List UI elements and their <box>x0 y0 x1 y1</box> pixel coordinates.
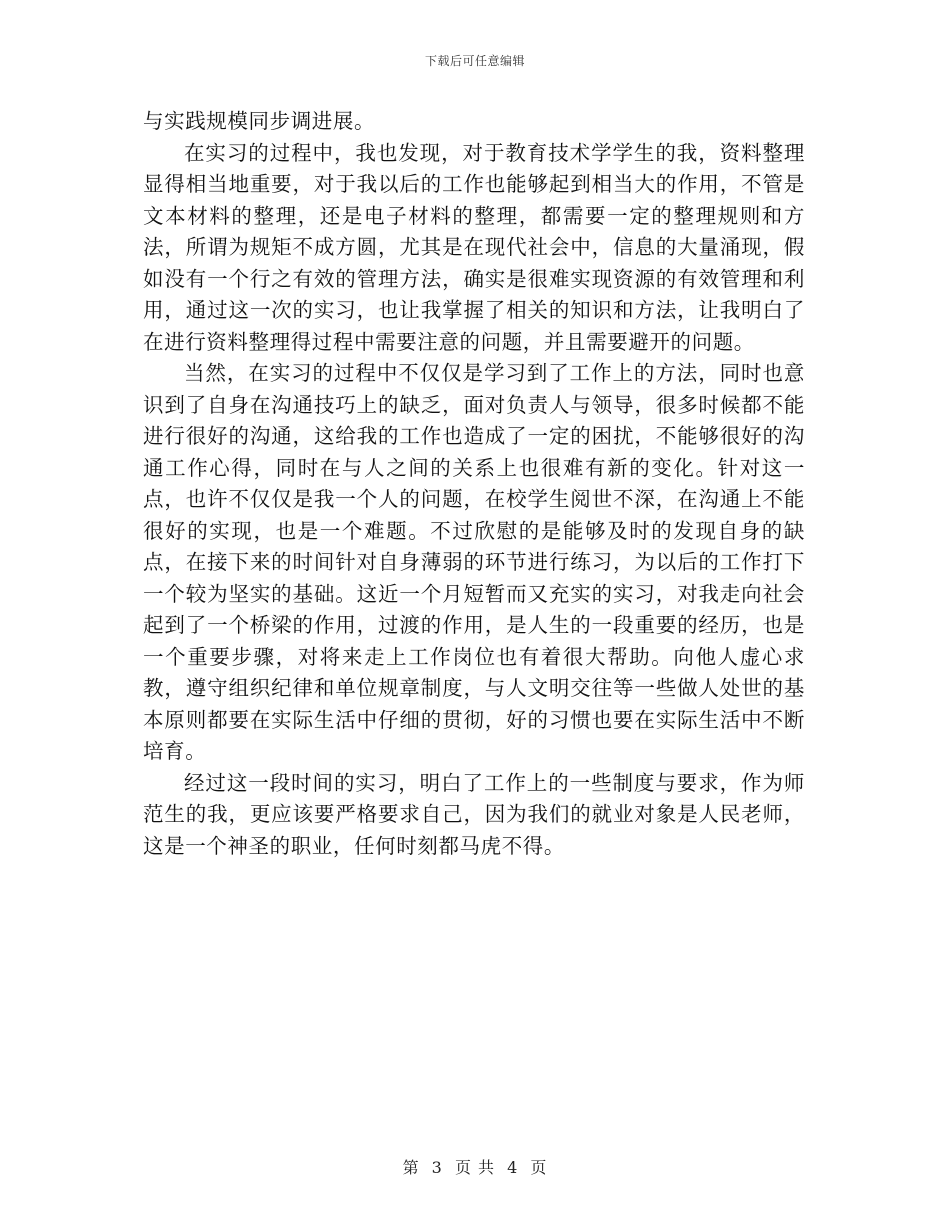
page-footer <box>0 1155 950 1178</box>
page-header: 下载后可任意编辑 <box>424 54 525 68</box>
document-body <box>143 106 805 862</box>
page-label-prefix: 第 <box>402 1158 420 1177</box>
page-label-mid: 页 共 <box>454 1158 496 1177</box>
paragraph-conclusion: 经过这一段时间的实习，明白了工作上的一些制度与要求，作为师范生的我，更应该要严格要求自己，因为我们的就业对象是人民老师，这是一个神圣的职业，任何时刻都马虎不得。 <box>143 770 805 858</box>
paragraph-continuation: 与实践规模同步调进展。 <box>143 109 376 133</box>
total-page-count: 4 <box>507 1158 519 1177</box>
page-label-suffix: 页 <box>530 1158 548 1177</box>
paragraph-data-organization: 在实习的过程中，我也发现，对于教育技术学学生的我，资料整理显得相当地重要，对于我以后的工作也能够起到相当大的作用，不管是文本材料的整理，还是电子材料的整理，都需要一定的整理规则和方法，所谓为规矩不成方圆，尤其是在现代社会中，信息的大量涌现，假如没有一个行之有效的管理方法，确实是很难实现资源的有效管理和利用，通过这一次的实习，也让我掌握了相关的知识和方法，让我明白了在进行资料整理得过程中需要注意的问题，并且需要避开的问题。 <box>143 140 805 354</box>
current-page-number: 3 <box>431 1158 443 1177</box>
paragraph-communication-skills: 当然，在实习的过程中不仅仅是学习到了工作上的方法，同时也意识到了自身在沟通技巧上的缺乏，面对负责人与领导，很多时候都不能进行很好的沟通，这给我的工作也造成了一定的困扰，不能够很好的沟通工作心得，同时在与人之间的关系上也很难有新的变化。针对这一点，也许不仅仅是我一个人的问题，在校学生阅世不深，在沟通上不能很好的实现，也是一个难题。不过欣慰的是能够及时的发现自身的缺点，在接下来的时间针对自身薄弱的环节进行练习，为以后的工作打下一个较为坚实的基础。这近一个月短暂而又充实的实习，对我走向社会起到了一个桥梁的作用，过渡的作用，是人生的一段重要的经历，也是一个重要步骤，对将来走上工作岗位也有着很大帮助。向他人虚心求教，遵守组织纪律和单位规章制度，与人文明交往等一些做人处世的基本原则都要在实际生活中仔细的贯彻，好的习惯也要在实际生活中不断培育。 <box>143 361 805 763</box>
